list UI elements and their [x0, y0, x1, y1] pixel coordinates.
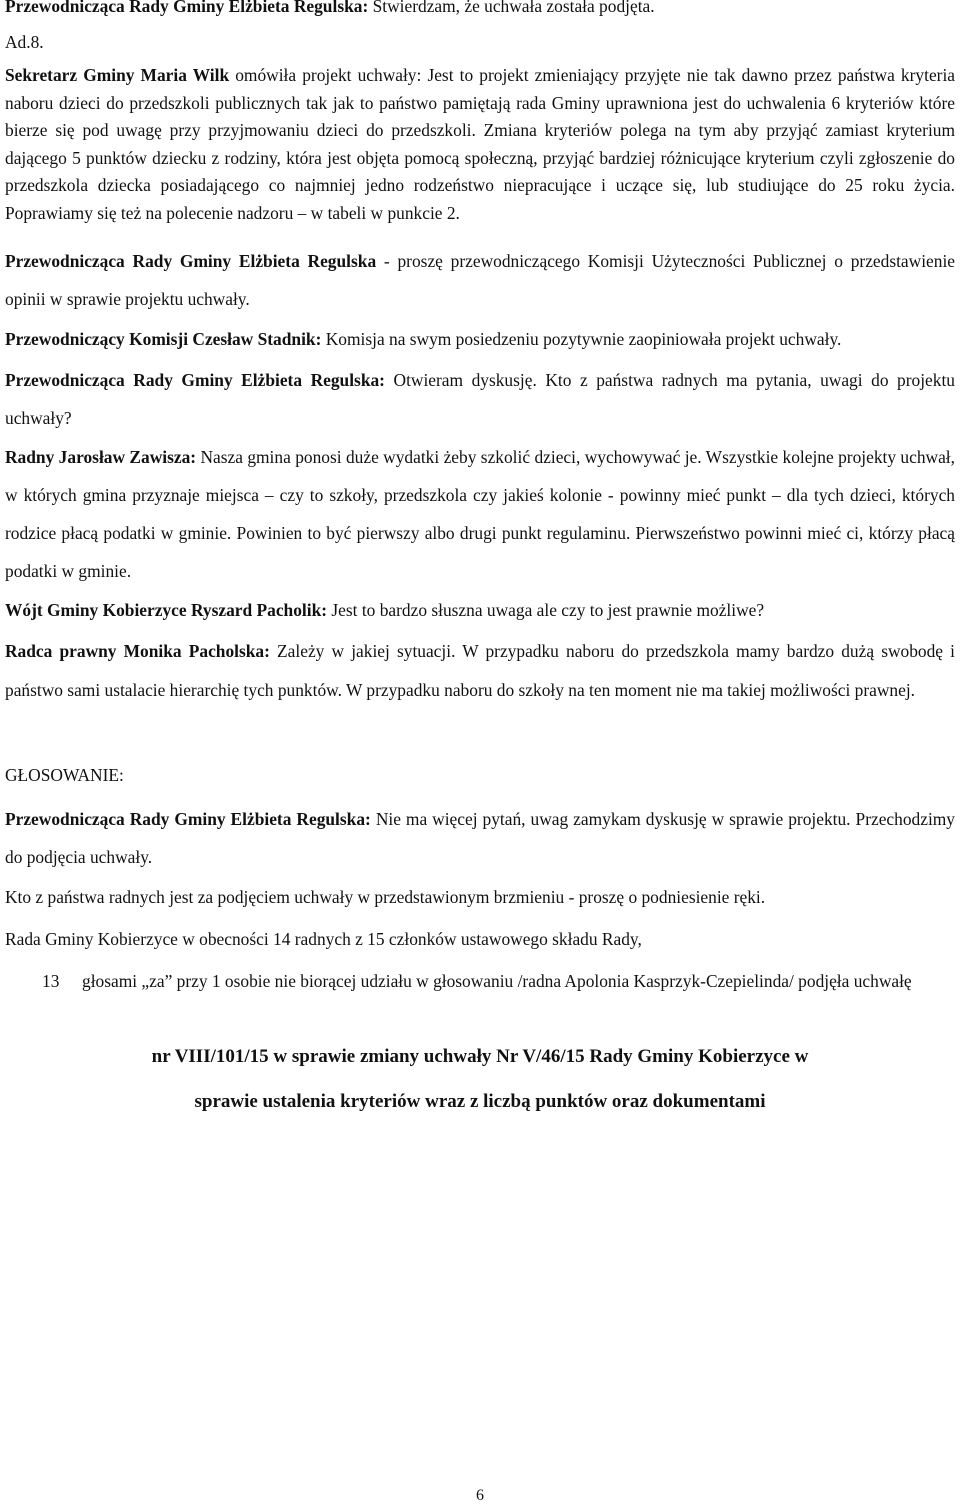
document-page: [5, 0, 955, 1124]
paragraph-vote-call: Kto z państwa radnych jest za podjęciem uchwały w przedstawionym brzmieniu - proszę o podniesienie ręki.: [5, 886, 766, 907]
paragraph-chair-request: [5, 242, 955, 318]
speaker-name: Przewodnicząca Rady Gminy Elżbieta Regulska:: [5, 0, 369, 16]
vote-result-text: głosami „za” przy 1 osobie nie biorącej udziału w głosowaniu /radna Apolonia Kasprzyk-Czepielinda/ podjęła uchwałę: [82, 970, 912, 991]
vote-count: 13: [42, 970, 60, 991]
speech-text: Zależy w jakiej sytuacji. W przypadku naboru do przedszkola mamy bardzo dużą swobodę i państwo sami ustalacie hierarchię tych punktów. W przypadku naboru do szkoły na ten moment nie ma takiej możliwości prawnej.: [5, 640, 955, 700]
speech-text: omówiła projekt uchwały: Jest to projekt zmieniający przyjęte nie tak dawno przez państwa kryteria naboru dzieci do przedszkoli publicznych tak jak to państwo pamiętają rada Gminy uprawniona jest do uchwalenia 6 kryteriów które bierze się pod uwagę przy przyjmowaniu dzieci do przedszkoli. Zmiana kryteriów polega na tym aby przyjąć zamiast kryterium dającego 5 punktów dziecku z rodziny, która jest objęta pomocą społeczną, przyjąć bardziej różnicujące kryterium czyli zgłoszenie do przedszkola dziecka posiadającego co najmniej jedno rodzeństwo niepracujące i uczące się, lub studiujące do 25 roku życia. Poprawiamy się też na polecenie nadzoru – w tabeli w punkcie 2.: [5, 65, 956, 223]
speech-text: Jest to bardzo słuszna uwaga ale czy to jest prawnie możliwe?: [327, 599, 765, 620]
speech-text: Nasza gmina ponosi duże wydatki żeby szkolić dzieci, wychowywać je. Wszystkie kolejne projekty uchwał, w których gmina przyznaje miejsca – czy to szkoły, przedszkola czy jakieś kolonie - powinny mieć punkt – dla tych dzieci, których rodzice płacą podatki w gminie. Powinien to być pierwszy albo drugi punkt regulaminu. Pierwszeństwo powinni mieć ci, którzy płacą podatki w gminie.: [5, 446, 955, 581]
page-number: 6: [476, 1487, 484, 1504]
speaker-name: Radny Jarosław Zawisza:: [5, 446, 197, 467]
paragraph-statement: [5, 0, 955, 19]
paragraph-mayor: [5, 591, 955, 629]
speaker-name: Sekretarz Gminy Maria Wilk: [5, 65, 230, 85]
paragraph-discussion-close: [5, 800, 955, 876]
vote-result: [5, 968, 955, 995]
speaker-name: Przewodnicząca Rady Gminy Elżbieta Regulska:: [5, 808, 371, 829]
paragraph-legal-advisor: [5, 632, 955, 710]
voting-heading: GŁOSOWANIE:: [5, 764, 124, 785]
speech-text: Stwierdzam, że uchwała została podjęta.: [368, 0, 655, 16]
speech-text: Otwieram dyskusję. Kto z państwa radnych ma pytania, uwagi do projektu uchwały?: [5, 369, 955, 428]
resolution-title-line: sprawie ustalenia kryteriów wraz z liczbą punktów oraz dokumentami: [194, 1090, 766, 1112]
speaker-name: Przewodnicząca Rady Gminy Elżbieta Regulska: [5, 250, 377, 271]
speaker-name: Wójt Gminy Kobierzyce Ryszard Pacholik:: [5, 599, 328, 620]
speech-text: Komisja na swym posiedzeniu pozytywnie zaopiniowała projekt uchwały.: [321, 328, 842, 349]
speaker-name: Radca prawny Monika Pacholska:: [5, 640, 270, 661]
resolution-title: [5, 1034, 955, 1124]
paragraph-committee: [5, 324, 955, 354]
agenda-item-label: Ad.8.: [5, 32, 44, 52]
paragraph-secretary: [5, 62, 955, 228]
speaker-name: Przewodnicząca Rady Gminy Elżbieta Regulska:: [5, 369, 385, 390]
paragraph-quorum: Rada Gminy Kobierzyce w obecności 14 radnych z 15 członków ustawowego składu Rady,: [5, 928, 642, 949]
paragraph-discussion-open: [5, 361, 955, 437]
paragraph-councillor: [5, 438, 955, 590]
resolution-title-line: nr VIII/101/15 w sprawie zmiany uchwały Nr V/46/15 Rady Gminy Kobierzyce w: [151, 1045, 809, 1067]
speech-text: - proszę przewodniczącego Komisji Użyteczności Publicznej o przedstawienie opinii w sprawie projektu uchwały.: [5, 250, 955, 309]
speech-text: Nie ma więcej pytań, uwag zamykam dyskusję w sprawie projektu. Przechodzimy do podjęcia uchwały.: [5, 808, 955, 867]
speaker-name: Przewodniczący Komisji Czesław Stadnik:: [5, 328, 322, 349]
